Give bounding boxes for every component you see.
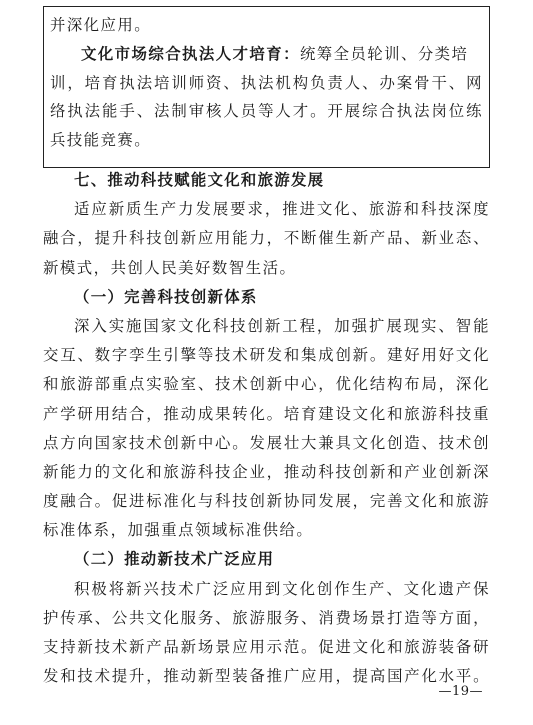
paragraph-line: 积极将新兴技术广泛应用到文化创作生产、文化遗产保 <box>74 579 490 598</box>
paragraph-line: 和旅游部重点实验室、技术创新中心，优化结构布局，深化 <box>43 375 490 394</box>
box-line <box>50 40 483 69</box>
paragraph-line: 融合，提升科技创新应用能力，不断催生新产品、新业态、 <box>43 229 490 248</box>
paragraph-line: 支持新技术新产品新场景应用示范。促进文化和旅游装备研 <box>43 638 490 656</box>
paragraph-line: 点方向国家技术创新中心。发展壮大兼具文化创造、技术创 <box>43 433 490 452</box>
paragraph-line: 适应新质生产力发展要求，推进文化、旅游和科技深度 <box>74 200 490 219</box>
body-text <box>43 166 490 691</box>
subsection-heading: （一）完善科技创新体系 <box>74 287 258 306</box>
box-line: 训，培育执法培训师资、执法机构负责人、办案骨干、网 <box>50 73 483 92</box>
callout-text: 统筹全员轮训、分类培 <box>299 44 469 63</box>
boxed-callout <box>43 6 490 168</box>
box-line: 并深化应用。 <box>50 16 152 34</box>
paragraph-line: 深入实施国家文化科技创新工程，加强扩展现实、智能 <box>74 316 490 335</box>
box-line: 络执法能手、法制审核人员等人才。开展综合执法岗位练 <box>50 102 483 121</box>
box-line: 兵技能竞赛。 <box>50 131 152 150</box>
paragraph-line: 护传承、公共文化服务、旅游服务、消费场景打造等方面， <box>43 608 490 627</box>
paragraph-line: 交互、数字孪生引擎等技术研发和集成创新。建好用好文化 <box>43 346 490 365</box>
paragraph-line: 标准体系，加强重点领域标准供给。 <box>43 521 314 540</box>
page-number: —19— <box>438 684 483 699</box>
paragraph-line: 发和技术提升，推动新型装备推广应用，提高国产化水平。 <box>43 667 490 686</box>
paragraph-line: 产学研用结合，推动成果转化。培育建设文化和旅游科技重 <box>43 404 490 423</box>
callout-title: 文化市场综合执法人才培育： <box>81 44 300 63</box>
paragraph-line: 新能力的文化和旅游科技企业，推动科技创新和产业创新深 <box>43 462 490 481</box>
paragraph-line: 新模式，共创人民美好数智生活。 <box>43 258 297 277</box>
section-heading: 七、推动科技赋能文化和旅游发展 <box>74 171 325 189</box>
subsection-heading: （二）推动新技术广泛应用 <box>74 550 275 569</box>
paragraph-line: 度融合。促进标准化与科技创新协同发展，完善文化和旅游 <box>43 492 490 511</box>
